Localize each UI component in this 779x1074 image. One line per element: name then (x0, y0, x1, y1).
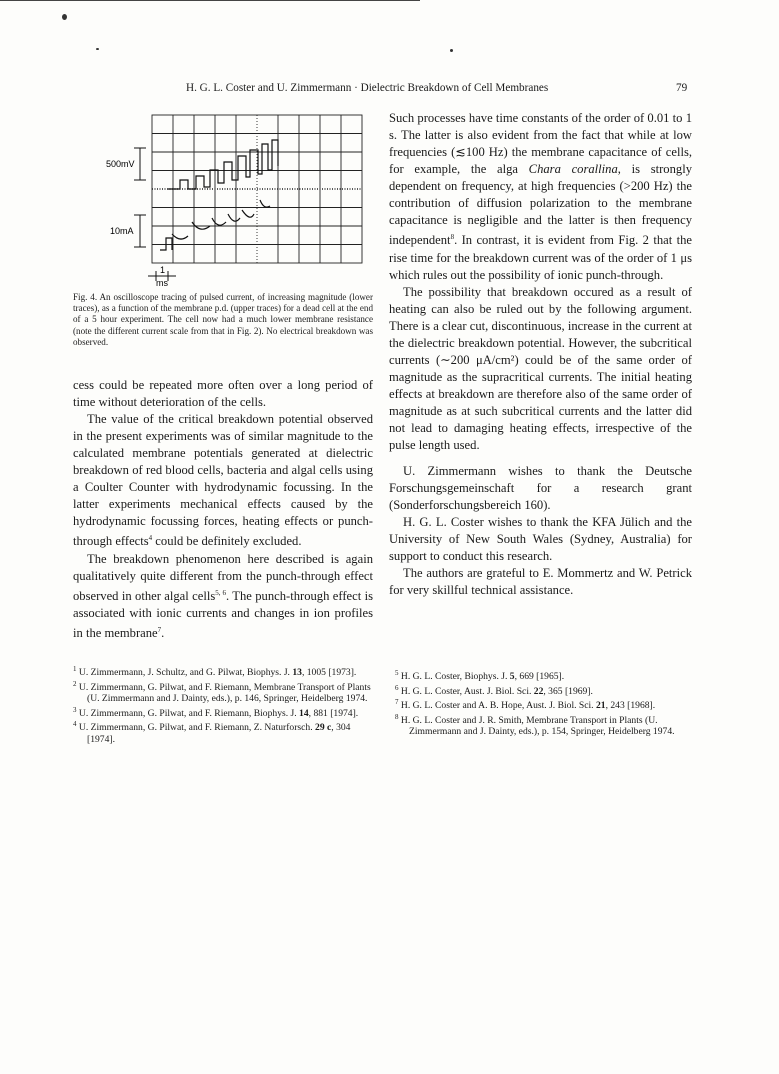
paragraph: The breakdown phenomenon here described is again qualitatively quite different from the punch-through effect observed in other algal cells$^{5, 6}$. The punch-through effect is associated with ionic currents and changes in ion profiles in the membrane$^7$. (73, 551, 374, 641)
paragraph: cess could be repeated more often over a long period of time without deterioration of the cells. (73, 378, 373, 410)
running-header (186, 82, 706, 94)
footnote: $^6$ H. G. L. Coster, Aust. J. Biol. Sci. 22, 365 [1969]. (395, 683, 593, 697)
left-column (73, 377, 373, 642)
footnote: $^7$ H. G. L. Coster and A. B. Hope, Aust. J. Biol. Sci. 21, 243 [1968]. (395, 698, 656, 712)
figure-4 (100, 110, 390, 295)
acknowledgement: H. G. L. Coster wishes to thank the KFA Jülich and the University of New South Wales (Sydney, Australia) for support to conduct this research. (389, 515, 692, 564)
footnote: $^3$ U. Zimmermann, G. Pilwat, and F. Riemann, Biophys. J. 14, 881 [1974]. (73, 705, 359, 719)
running-title: H. G. L. Coster and U. Zimmermann · Dielectric Breakdown of Cell Membranes (186, 82, 549, 94)
scan-top-rule (0, 0, 420, 1)
figure-caption: Fig. 4. An oscilloscope tracing of pulsed current, of increasing magnitude (lower traces), as a function of the membrane p.d. (upper traces) for a dead cell at the end of a 5 hour experiment. The cell now had a much lower membrane resistance (note the different current scale from that in Fig. 2). No electrical breakdown was observed. (73, 292, 373, 347)
footnote: $^8$ H. G. L. Coster and J. R. Smith, Membrane Transport in Plants (U. Zimmermann and J. Dainty, eds.), p. 154, Springer, Heidelberg 1974. (395, 712, 675, 738)
acknowledgement: U. Zimmermann wishes to thank the Deutsche Forschungsgemeinschaft for a research grant (Sonderforschungsbereich 160). (389, 464, 692, 513)
footnotes-left (73, 664, 373, 745)
scan-speck (96, 48, 99, 50)
footnote: $^2$ U. Zimmermann, G. Pilwat, and F. Riemann, Membrane Transport of Plants (U. Zimmermann and J. Dainty, eds.), p. 146, Springer, Heidelberg 1974. (73, 679, 371, 705)
paragraph: Such processes have time constants of the order of 0.01 to 1 s. The latter is also evident from the fact that while at low frequencies (≲100 Hz) the membrane capacitance of cells, for example, the alga Chara corallina, is strongly dependent on frequency, at high frequencies (>200 Hz) the contribution of diffusion polarization to the membrane capacitance is negligible and the latter is then frequency independent$^8$. In contrast, it is evident from Fig. 2 that the rise time for the breakdown current was of the order of 1 μs which rules out the possibility of ionic punch-through. (389, 111, 692, 282)
page-number: 79 (676, 82, 688, 94)
scan-speck (62, 14, 67, 20)
scan-speck (450, 49, 453, 52)
footnote: $^1$ U. Zimmermann, J. Schultz, and G. Pilwat, Biophys. J. 13, 1005 [1973]. (73, 665, 357, 679)
footnote: $^5$ H. G. L. Coster, Biophys. J. 5, 669 [1965]. (395, 669, 565, 683)
paragraph: The value of the critical breakdown potential observed in the present experiments was of similar magnitude to the calculated membrane potentials generated at dielectric breakdown of red blood cells, bacteria and algal cells using a Coulter Counter with hydrodynamic focussing. In the latter experiments mechanical effects caused by the hydrodynamic focussing forces, heating effects or punch-through effects$^4$ could be definitely excluded. (73, 412, 373, 549)
right-column (389, 110, 692, 600)
time-scale-label-num: 1 (160, 265, 166, 275)
oscilloscope-trace (100, 110, 390, 290)
footnotes-right (395, 668, 693, 738)
footnote: $^4$ U. Zimmermann, G. Pilwat, and F. Riemann, Z. Naturforsch. 29 c, 304 [1974]. (73, 720, 351, 745)
voltage-scale-label: 500mV (106, 159, 135, 169)
paragraph: The possibility that breakdown occured as a result of heating can also be ruled out by the following argument. There is a clear cut, discontinuous, increase in the current at the dielectric breakdown potential. However, the subcritical currents (∼200 μA/cm²) could be of the same order of magnitude as the supracritical currents. The initial heating effects at breakdown are therefore also of the same order of magnitude as at such subcritical currents and the latter did not lead to damaging heating effects, irrespective of the pulse length used. (389, 284, 692, 453)
current-scale-label: 10mA (110, 226, 134, 236)
acknowledgement: The authors are grateful to E. Mommertz and W. Petrick for very skillful technical assistance. (389, 566, 692, 598)
time-scale-label-unit: ms (156, 278, 168, 288)
